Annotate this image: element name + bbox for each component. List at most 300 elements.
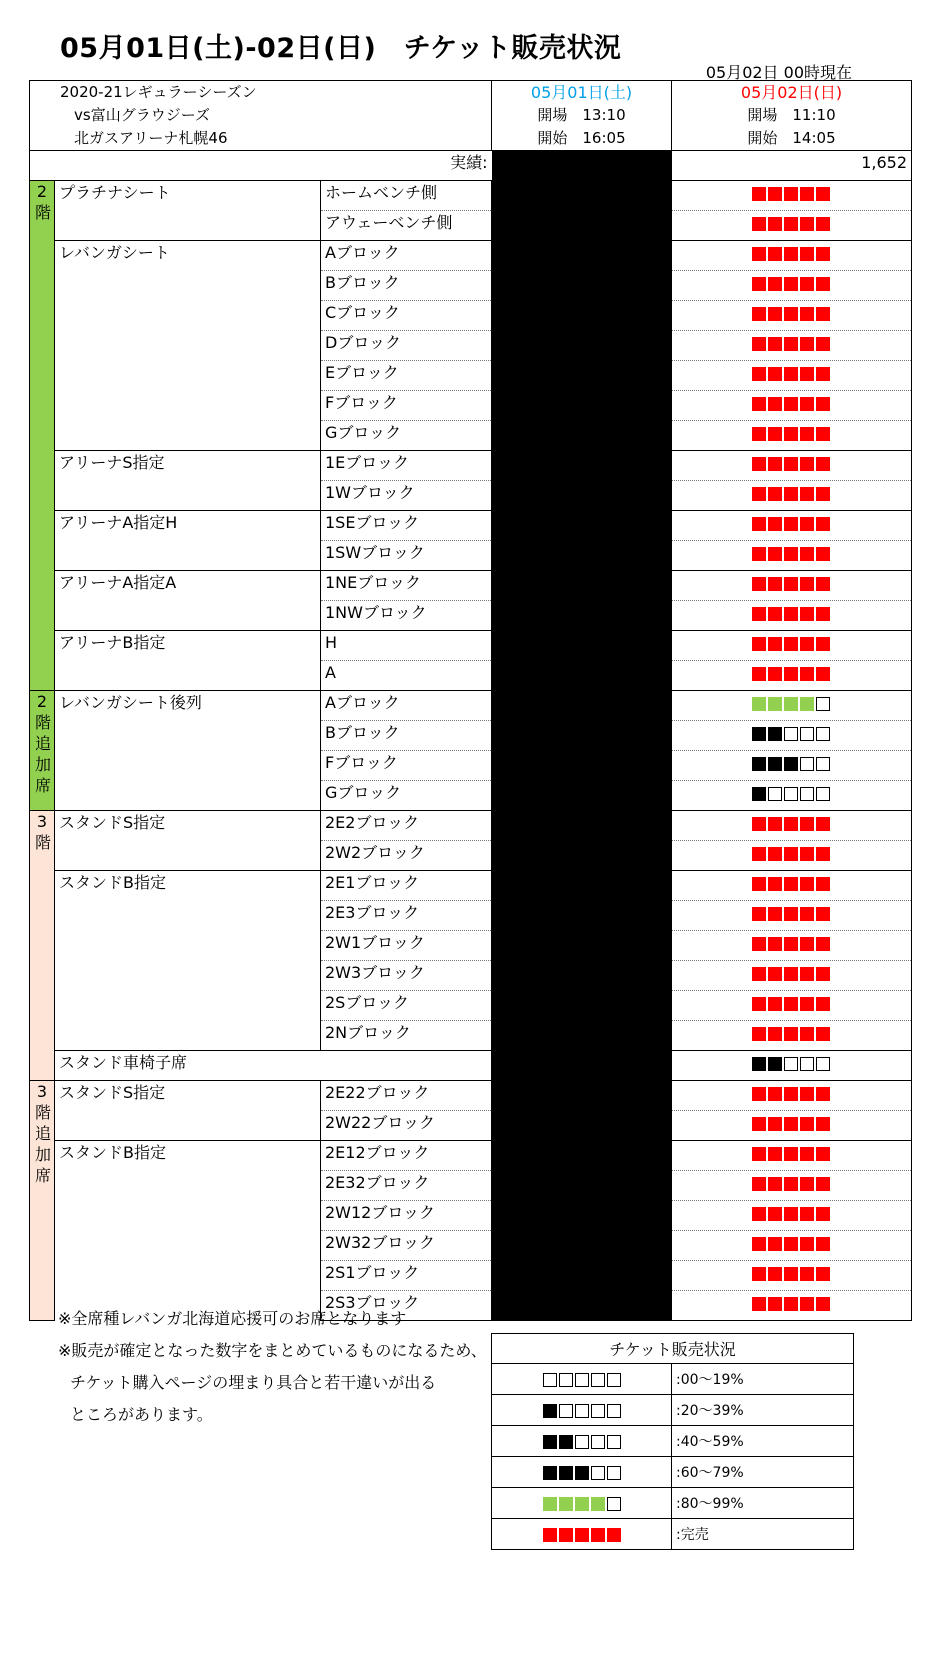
sold-out-square bbox=[784, 187, 798, 201]
sold-out-square bbox=[752, 427, 766, 441]
sold-out-square bbox=[784, 607, 798, 621]
seat-type: アリーナB指定 bbox=[55, 631, 321, 691]
filled-square bbox=[784, 757, 798, 771]
day2-status-cell bbox=[672, 751, 912, 781]
block-name: 2Sブロック bbox=[321, 991, 492, 1021]
block-name: 2W2ブロック bbox=[321, 841, 492, 871]
sold-out-square bbox=[768, 1237, 782, 1251]
legend-row bbox=[492, 1364, 854, 1395]
day2-status-cell bbox=[672, 271, 912, 301]
sold-out-square bbox=[784, 307, 798, 321]
floor-zone-label bbox=[30, 691, 55, 811]
day1-status-cell bbox=[492, 811, 672, 841]
sold-out-square bbox=[752, 487, 766, 501]
table-row bbox=[30, 631, 912, 661]
filled-square bbox=[768, 1057, 782, 1071]
legend-symbol bbox=[492, 1426, 672, 1457]
block-name: 2S1ブロック bbox=[321, 1261, 492, 1291]
sold-out-square bbox=[800, 217, 814, 231]
sold-out-square bbox=[784, 1027, 798, 1041]
day1-status-cell bbox=[492, 631, 672, 661]
sold-out-square bbox=[784, 1267, 798, 1281]
day1-status-cell bbox=[492, 781, 672, 811]
sold-out-square bbox=[752, 517, 766, 531]
day1-status-cell bbox=[492, 931, 672, 961]
day1-status-cell bbox=[492, 991, 672, 1021]
empty-square bbox=[816, 787, 830, 801]
empty-square bbox=[591, 1466, 605, 1480]
sold-out-square bbox=[543, 1528, 557, 1542]
sold-out-square bbox=[752, 1297, 766, 1311]
seat-type: スタンドB指定 bbox=[55, 1141, 321, 1321]
day2-status-cell bbox=[672, 1201, 912, 1231]
sold-out-square bbox=[784, 367, 798, 381]
zone-label-char: 席 bbox=[35, 776, 52, 795]
sold-out-square bbox=[768, 187, 782, 201]
sold-out-square bbox=[816, 1267, 830, 1281]
sold-out-square bbox=[816, 397, 830, 411]
sold-out-square bbox=[800, 1087, 814, 1101]
sold-out-square bbox=[800, 307, 814, 321]
floor-zone-label bbox=[30, 1081, 55, 1321]
day1-start-time: 開始 16:05 bbox=[537, 129, 626, 147]
block-name: 2W32ブロック bbox=[321, 1231, 492, 1261]
day1-status-cell bbox=[492, 691, 672, 721]
empty-square bbox=[800, 1057, 814, 1071]
sold-out-square bbox=[816, 967, 830, 981]
filled-square bbox=[752, 757, 766, 771]
block-name: 2S3ブロック bbox=[321, 1291, 492, 1321]
day2-status-cell bbox=[672, 1111, 912, 1141]
day2-status-cell bbox=[672, 781, 912, 811]
sold-out-square bbox=[816, 1147, 830, 1161]
day1-status-cell bbox=[492, 421, 672, 451]
day1-header bbox=[492, 81, 672, 151]
block-name: 2W1ブロック bbox=[321, 931, 492, 961]
empty-square bbox=[800, 787, 814, 801]
sold-out-square bbox=[800, 877, 814, 891]
block-name: 2W3ブロック bbox=[321, 961, 492, 991]
block-name: ホームベンチ側 bbox=[321, 181, 492, 211]
sold-out-square bbox=[752, 1027, 766, 1041]
sold-out-square bbox=[816, 637, 830, 651]
day1-status-cell bbox=[492, 211, 672, 241]
day2-status-cell bbox=[672, 451, 912, 481]
sold-out-square bbox=[800, 667, 814, 681]
day2-status-cell bbox=[672, 241, 912, 271]
sold-out-square bbox=[768, 427, 782, 441]
sold-out-square bbox=[752, 217, 766, 231]
sold-out-square bbox=[752, 1087, 766, 1101]
block-name: 1Wブロック bbox=[321, 481, 492, 511]
seat-type: レバンガシート bbox=[55, 241, 321, 451]
zone-label-char: 3 bbox=[36, 812, 48, 831]
page-title: 05月01日(土)-02日(日) チケット販売状況 bbox=[60, 33, 622, 64]
results-day1-cell bbox=[492, 151, 672, 181]
sold-out-square bbox=[784, 397, 798, 411]
sold-out-square bbox=[784, 817, 798, 831]
day1-status-cell bbox=[492, 871, 672, 901]
sold-out-square bbox=[784, 1147, 798, 1161]
day2-status-cell bbox=[672, 1171, 912, 1201]
day1-status-cell bbox=[492, 841, 672, 871]
sold-out-square bbox=[752, 967, 766, 981]
legend-range-label: :40～59% bbox=[672, 1426, 854, 1457]
sold-out-square bbox=[752, 667, 766, 681]
sold-out-square bbox=[559, 1528, 573, 1542]
day2-status-cell bbox=[672, 511, 912, 541]
table-header-row bbox=[30, 81, 912, 151]
legend-symbol bbox=[492, 1395, 672, 1426]
sold-out-square bbox=[768, 307, 782, 321]
legend-title: チケット販売状況 bbox=[492, 1334, 854, 1364]
day2-status-cell bbox=[672, 1261, 912, 1291]
sold-out-square bbox=[800, 637, 814, 651]
seat-type: スタンドB指定 bbox=[55, 871, 321, 1051]
sold-out-square bbox=[784, 337, 798, 351]
empty-square bbox=[591, 1373, 605, 1387]
sold-out-square bbox=[768, 997, 782, 1011]
block-name: Gブロック bbox=[321, 421, 492, 451]
legend-symbol bbox=[492, 1364, 672, 1395]
sold-out-square bbox=[784, 667, 798, 681]
legend-range-label: :20～39% bbox=[672, 1395, 854, 1426]
day2-status-cell bbox=[672, 421, 912, 451]
sold-out-square bbox=[784, 517, 798, 531]
ticket-status-table bbox=[29, 80, 911, 1321]
sold-out-square bbox=[768, 1087, 782, 1101]
zone-label-char: 席 bbox=[35, 1166, 52, 1185]
day1-status-cell bbox=[492, 1081, 672, 1111]
sold-out-square bbox=[784, 847, 798, 861]
day2-status-cell bbox=[672, 1141, 912, 1171]
legend-row bbox=[492, 1426, 854, 1457]
sold-out-square bbox=[784, 487, 798, 501]
block-name: 2E3ブロック bbox=[321, 901, 492, 931]
sold-out-square bbox=[816, 247, 830, 261]
sold-out-square bbox=[816, 1207, 830, 1221]
block-name: 2E32ブロック bbox=[321, 1171, 492, 1201]
sold-out-square bbox=[800, 817, 814, 831]
block-name: 2Nブロック bbox=[321, 1021, 492, 1051]
seat-type: スタンド車椅子席 bbox=[55, 1051, 492, 1081]
day2-status-cell bbox=[672, 871, 912, 901]
sold-out-square bbox=[816, 187, 830, 201]
filled-square bbox=[543, 1466, 557, 1480]
table-row bbox=[30, 1141, 912, 1171]
sold-out-square bbox=[800, 1297, 814, 1311]
day2-status-cell bbox=[672, 931, 912, 961]
seat-type: スタンドS指定 bbox=[55, 1081, 321, 1141]
results-row bbox=[30, 151, 912, 181]
legend-symbol bbox=[492, 1488, 672, 1519]
event-venue: 北ガスアリーナ札幌46 bbox=[74, 129, 228, 147]
sold-out-square bbox=[784, 217, 798, 231]
sold-out-square bbox=[800, 967, 814, 981]
filled-square bbox=[575, 1466, 589, 1480]
day1-status-cell bbox=[492, 1051, 672, 1081]
sold-out-square bbox=[752, 907, 766, 921]
empty-square bbox=[543, 1373, 557, 1387]
legend-symbol bbox=[492, 1519, 672, 1550]
block-name: A bbox=[321, 661, 492, 691]
sold-out-square bbox=[800, 577, 814, 591]
legend-range-label: :00～19% bbox=[672, 1364, 854, 1395]
block-name: 1NWブロック bbox=[321, 601, 492, 631]
sold-out-square bbox=[816, 607, 830, 621]
sold-out-square bbox=[800, 547, 814, 561]
sold-out-square bbox=[800, 487, 814, 501]
sold-out-square bbox=[784, 1177, 798, 1191]
empty-square bbox=[607, 1373, 621, 1387]
sold-out-square bbox=[752, 457, 766, 471]
sold-out-square bbox=[816, 577, 830, 591]
sold-out-square bbox=[784, 1297, 798, 1311]
zone-label-char: 追 bbox=[35, 1124, 52, 1143]
sold-out-square bbox=[768, 457, 782, 471]
empty-square bbox=[607, 1497, 621, 1511]
empty-square bbox=[816, 757, 830, 771]
table-row bbox=[30, 811, 912, 841]
sold-out-square bbox=[768, 1177, 782, 1191]
sold-out-square bbox=[591, 1528, 605, 1542]
sold-out-square bbox=[768, 667, 782, 681]
sold-out-square bbox=[784, 457, 798, 471]
block-name: Cブロック bbox=[321, 301, 492, 331]
sold-out-square bbox=[752, 1207, 766, 1221]
sold-out-square bbox=[784, 547, 798, 561]
sold-out-square bbox=[784, 577, 798, 591]
sold-out-square bbox=[752, 1237, 766, 1251]
sold-out-square bbox=[768, 967, 782, 981]
empty-square bbox=[784, 787, 798, 801]
day2-status-cell bbox=[672, 1291, 912, 1321]
sold-out-square bbox=[784, 877, 798, 891]
sold-out-square bbox=[752, 1267, 766, 1281]
block-name: 2E2ブロック bbox=[321, 811, 492, 841]
day1-status-cell bbox=[492, 751, 672, 781]
footnotes bbox=[58, 1303, 487, 1431]
day1-status-cell bbox=[492, 1201, 672, 1231]
day1-status-cell bbox=[492, 1261, 672, 1291]
sold-out-square bbox=[816, 337, 830, 351]
day1-status-cell bbox=[492, 481, 672, 511]
results-label: 実績: bbox=[30, 151, 492, 181]
day2-status-cell bbox=[672, 1081, 912, 1111]
sold-out-square bbox=[800, 607, 814, 621]
high-square bbox=[591, 1497, 605, 1511]
zone-label-char: 加 bbox=[35, 755, 52, 774]
sold-out-square bbox=[816, 1027, 830, 1041]
day1-status-cell bbox=[492, 511, 672, 541]
sold-out-square bbox=[816, 547, 830, 561]
sold-out-square bbox=[768, 1117, 782, 1131]
empty-square bbox=[559, 1404, 573, 1418]
legend-row bbox=[492, 1395, 854, 1426]
day1-status-cell bbox=[492, 961, 672, 991]
filled-square bbox=[559, 1435, 573, 1449]
table-row bbox=[30, 241, 912, 271]
day2-start-time: 開始 14:05 bbox=[747, 129, 836, 147]
sold-out-square bbox=[800, 907, 814, 921]
sold-out-square bbox=[752, 277, 766, 291]
sold-out-square bbox=[784, 967, 798, 981]
day2-status-cell bbox=[672, 961, 912, 991]
filled-square bbox=[752, 787, 766, 801]
floor-zone-label bbox=[30, 811, 55, 1081]
high-square bbox=[543, 1497, 557, 1511]
zone-label-char: 追 bbox=[35, 734, 52, 753]
empty-square bbox=[607, 1466, 621, 1480]
sold-out-square bbox=[752, 337, 766, 351]
day2-header bbox=[672, 81, 912, 151]
sold-out-square bbox=[768, 337, 782, 351]
day1-status-cell bbox=[492, 661, 672, 691]
sold-out-square bbox=[752, 1177, 766, 1191]
sold-out-square bbox=[752, 937, 766, 951]
sold-out-square bbox=[768, 877, 782, 891]
day2-status-cell bbox=[672, 1051, 912, 1081]
legend-row bbox=[492, 1488, 854, 1519]
day2-status-cell bbox=[672, 361, 912, 391]
sold-out-square bbox=[752, 307, 766, 321]
sold-out-square bbox=[816, 517, 830, 531]
day1-status-cell bbox=[492, 721, 672, 751]
sold-out-square bbox=[800, 1237, 814, 1251]
empty-square bbox=[607, 1435, 621, 1449]
day2-status-cell bbox=[672, 991, 912, 1021]
sold-out-square bbox=[768, 937, 782, 951]
sold-out-square bbox=[784, 247, 798, 261]
sold-out-square bbox=[816, 457, 830, 471]
table-row bbox=[30, 1051, 912, 1081]
filled-square bbox=[752, 1057, 766, 1071]
sold-out-square bbox=[816, 667, 830, 681]
sold-out-square bbox=[575, 1528, 589, 1542]
empty-square bbox=[575, 1404, 589, 1418]
legend-row bbox=[492, 1519, 854, 1550]
block-name: 1Eブロック bbox=[321, 451, 492, 481]
sold-out-square bbox=[816, 997, 830, 1011]
empty-square bbox=[607, 1404, 621, 1418]
sold-out-square bbox=[800, 1207, 814, 1221]
day2-status-cell bbox=[672, 631, 912, 661]
sold-out-square bbox=[768, 517, 782, 531]
day2-open-time: 開場 11:10 bbox=[747, 106, 836, 124]
sold-out-square bbox=[768, 217, 782, 231]
filled-square bbox=[752, 727, 766, 741]
seat-type: レバンガシート後列 bbox=[55, 691, 321, 811]
day1-status-cell bbox=[492, 391, 672, 421]
sold-out-square bbox=[768, 637, 782, 651]
day2-status-cell bbox=[672, 1231, 912, 1261]
sold-out-square bbox=[816, 487, 830, 501]
block-name: 2E1ブロック bbox=[321, 871, 492, 901]
high-square bbox=[800, 697, 814, 711]
sold-out-square bbox=[752, 997, 766, 1011]
day2-status-cell bbox=[672, 181, 912, 211]
sold-out-square bbox=[816, 877, 830, 891]
day1-date: 05月01日(土) bbox=[530, 83, 633, 102]
sold-out-square bbox=[800, 367, 814, 381]
event-season: 2020-21レギュラーシーズン bbox=[60, 83, 257, 101]
table-row bbox=[30, 1081, 912, 1111]
day2-status-cell bbox=[672, 571, 912, 601]
block-name: 2W22ブロック bbox=[321, 1111, 492, 1141]
sold-out-square bbox=[752, 817, 766, 831]
block-name: 2E22ブロック bbox=[321, 1081, 492, 1111]
block-name: 1SEブロック bbox=[321, 511, 492, 541]
sold-out-square bbox=[800, 1027, 814, 1041]
table-row bbox=[30, 571, 912, 601]
sold-out-square bbox=[816, 367, 830, 381]
zone-label-char: 階 bbox=[35, 713, 52, 732]
sold-out-square bbox=[816, 307, 830, 321]
day2-status-cell bbox=[672, 211, 912, 241]
empty-square bbox=[800, 757, 814, 771]
sold-out-square bbox=[816, 1237, 830, 1251]
day1-status-cell bbox=[492, 1171, 672, 1201]
day2-status-cell bbox=[672, 1021, 912, 1051]
block-name: Bブロック bbox=[321, 721, 492, 751]
day1-open-time: 開場 13:10 bbox=[537, 106, 626, 124]
sold-out-square bbox=[768, 847, 782, 861]
high-square bbox=[784, 697, 798, 711]
day2-status-cell bbox=[672, 721, 912, 751]
legend-range-label: :完売 bbox=[672, 1519, 854, 1550]
sold-out-square bbox=[816, 1117, 830, 1131]
legend-range-label: :60～79% bbox=[672, 1457, 854, 1488]
sold-out-square bbox=[800, 277, 814, 291]
block-name: Gブロック bbox=[321, 781, 492, 811]
empty-square bbox=[800, 727, 814, 741]
day2-status-cell bbox=[672, 661, 912, 691]
sold-out-square bbox=[800, 937, 814, 951]
zone-label-char: 加 bbox=[35, 1145, 52, 1164]
sold-out-square bbox=[752, 607, 766, 621]
sold-out-square bbox=[752, 367, 766, 381]
sold-out-square bbox=[768, 1207, 782, 1221]
sold-out-square bbox=[816, 277, 830, 291]
sold-out-square bbox=[752, 247, 766, 261]
seat-type: アリーナA指定A bbox=[55, 571, 321, 631]
block-name: Fブロック bbox=[321, 751, 492, 781]
block-name: Aブロック bbox=[321, 691, 492, 721]
sold-out-square bbox=[768, 607, 782, 621]
sold-out-square bbox=[816, 937, 830, 951]
day1-status-cell bbox=[492, 901, 672, 931]
event-info bbox=[30, 81, 492, 151]
sold-out-square bbox=[752, 847, 766, 861]
sold-out-square bbox=[768, 277, 782, 291]
empty-square bbox=[768, 787, 782, 801]
sold-out-square bbox=[784, 427, 798, 441]
sold-out-square bbox=[816, 1177, 830, 1191]
block-name: アウェーベンチ側 bbox=[321, 211, 492, 241]
sold-out-square bbox=[800, 1147, 814, 1161]
block-name: 1NEブロック bbox=[321, 571, 492, 601]
empty-square bbox=[816, 1057, 830, 1071]
sold-out-square bbox=[752, 397, 766, 411]
empty-square bbox=[575, 1435, 589, 1449]
table-row bbox=[30, 451, 912, 481]
block-name: Fブロック bbox=[321, 391, 492, 421]
sold-out-square bbox=[800, 1177, 814, 1191]
legend-symbol bbox=[492, 1457, 672, 1488]
zone-label-char: 階 bbox=[35, 833, 52, 852]
empty-square bbox=[816, 697, 830, 711]
day1-status-cell bbox=[492, 181, 672, 211]
